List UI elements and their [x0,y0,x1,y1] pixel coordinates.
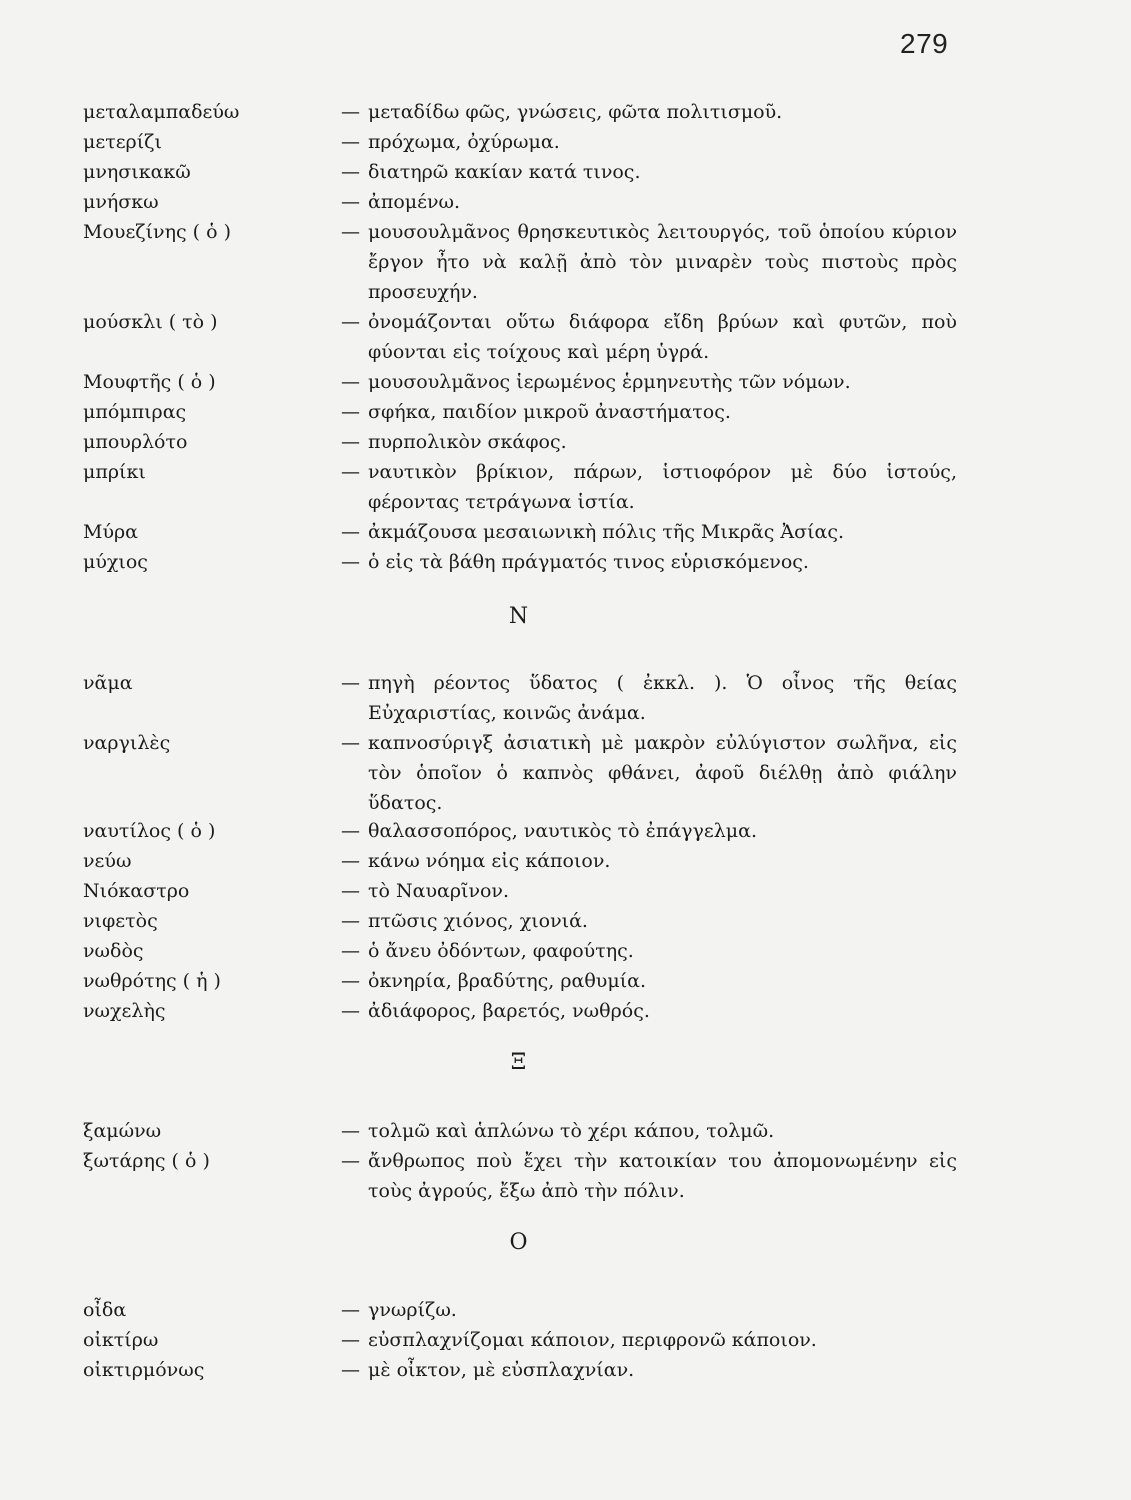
entry-definition: — θαλασσοπόρος, ναυτικὸς τὸ ἐπάγγελμα. [341,820,757,842]
entry-definition: — πυρπολικὸν σκάφος. [341,431,567,453]
entry-definition: — διατηρῶ κακίαν κατά τινος. [341,161,641,183]
entry-definition: — πρόχωμα, ὀχύρωμα. [341,131,560,153]
entry-term: νᾶμα [83,672,133,694]
entry-term: ναυτίλος ( ὁ ) [83,820,216,842]
entry-term: ναργιλὲς [83,732,171,754]
entry-definition: — τὸ Ναυαρῖνον. [341,880,510,902]
entry-definition: — καπνοσύριγξ ἀσιατικὴ μὲ μακρὸν εὐλύγιστον σωλῆνα, εἰς τὸν ὁποῖον ὁ καπνὸς φθάνει, ἀφοῦ διέλθῃ ἀπὸ φιάλην ὕδατος. [341,732,957,814]
entry-term: νωχελὴς [83,1000,166,1022]
entry-definition: — πηγὴ ρέοντος ὕδατος ( ἐκκλ. ). Ὁ οἶνος τῆς θείας Εὐχαριστίας, κοινῶς ἀνάμα. [341,672,957,724]
entry-definition: — ναυτικὸν βρίκιον, πάρων, ἱστιοφόρον μὲ δύο ἱστούς, φέροντας τετράγωνα ἱστία. [341,461,957,513]
entry-term: ξωτάρης ( ὁ ) [83,1150,210,1172]
entry-term: ξαμώνω [83,1120,162,1142]
entry-term: Νιόκαστρο [83,880,190,902]
entry-term: μύχιος [83,551,148,573]
entry-term: Μύρα [83,521,139,543]
entry-definition: — ὁ εἰς τὰ βάθη πράγματός τινος εὑρισκόμενος. [341,551,809,573]
entry-term: μετερίζι [83,131,162,153]
entry-definition: — μουσουλμᾶνος ἱερωμένος ἑρμηνευτὴς τῶν νόμων. [341,371,851,393]
entry-term: οἰκτίρω [83,1329,159,1351]
entry-definition: — μουσουλμᾶνος θρησκευτικὸς λειτουργός, τοῦ ὁποίου κύριον ἔργον ἦτο νὰ καλῇ ἀπὸ τὸν μιναρὲν τοὺς πιστοὺς πρὸς προσευχήν. [341,221,957,303]
entry-term: μούσκλι ( τὸ ) [83,311,218,333]
entry-definition: — σφήκα, παιδίον μικροῦ ἀναστήματος. [341,401,731,423]
entry-definition: — γνωρίζω. [341,1299,457,1321]
entry-term: νεύω [83,850,132,872]
entry-term: μνησικακῶ [83,161,191,183]
entry-definition: — τολμῶ καὶ ἁπλώνω τὸ χέρι κάπου, τολμῶ. [341,1120,775,1142]
entry-definition: — ἀκμάζουσα μεσαιωνικὴ πόλις τῆς Μικρᾶς Ἀσίας. [341,521,845,543]
entry-term: οἶδα [83,1299,127,1321]
section-letter-n: Ν [508,604,529,629]
entry-term: μπρίκι [83,461,146,483]
entry-term: Μουεζίνης ( ὁ ) [83,221,231,243]
entry-term: Μουφτῆς ( ὁ ) [83,371,216,393]
entry-definition: — ἄνθρωπος ποὺ ἔχει τὴν κατοικίαν του ἀπομονωμένην εἰς τοὺς ἀγρούς, ἔξω ἀπὸ τὴν πόλιν. [341,1150,957,1202]
entry-definition: — εὐσπλαχνίζομαι κάποιον, περιφρονῶ κάποιον. [341,1329,817,1351]
entry-term: νωδὸς [83,940,144,962]
entry-definition: — ὀνομάζονται οὕτω διάφορα εἴδη βρύων καὶ φυτῶν, ποὺ φύονται εἰς τοίχους καὶ μέρη ὑγρά. [341,311,957,363]
entry-term: οἰκτιρμόνως [83,1359,205,1381]
entry-definition: — ὁ ἄνευ ὀδόντων, φαφούτης. [341,940,634,962]
entry-term: νιφετὸς [83,910,158,932]
entry-term: μνήσκω [83,191,159,213]
entry-term: νωθρότης ( ἡ ) [83,970,221,992]
entry-definition: — μὲ οἶκτον, μὲ εὐσπλαχνίαν. [341,1359,635,1381]
page-number: 279 [900,28,949,59]
entry-definition: — κάνω νόημα εἰς κάποιον. [341,850,611,872]
entry-term: μπόμπιρας [83,401,187,423]
entry-term: μεταλαμπαδεύω [83,101,240,123]
entry-definition: — ὀκνηρία, βραδύτης, ραθυμία. [341,970,647,992]
entry-definition: — ἀδιάφορος, βαρετός, νωθρός. [341,1000,650,1022]
entry-definition: — μεταδίδω φῶς, γνώσεις, φῶτα πολιτισμοῦ. [341,101,783,123]
entry-term: μπουρλότο [83,431,188,453]
entry-definition: — ἀπομένω. [341,191,461,213]
section-letter-xi: Ξ [510,1050,527,1075]
section-letter-o: Ο [509,1230,528,1255]
entry-definition: — πτῶσις χιόνος, χιονιά. [341,910,588,932]
